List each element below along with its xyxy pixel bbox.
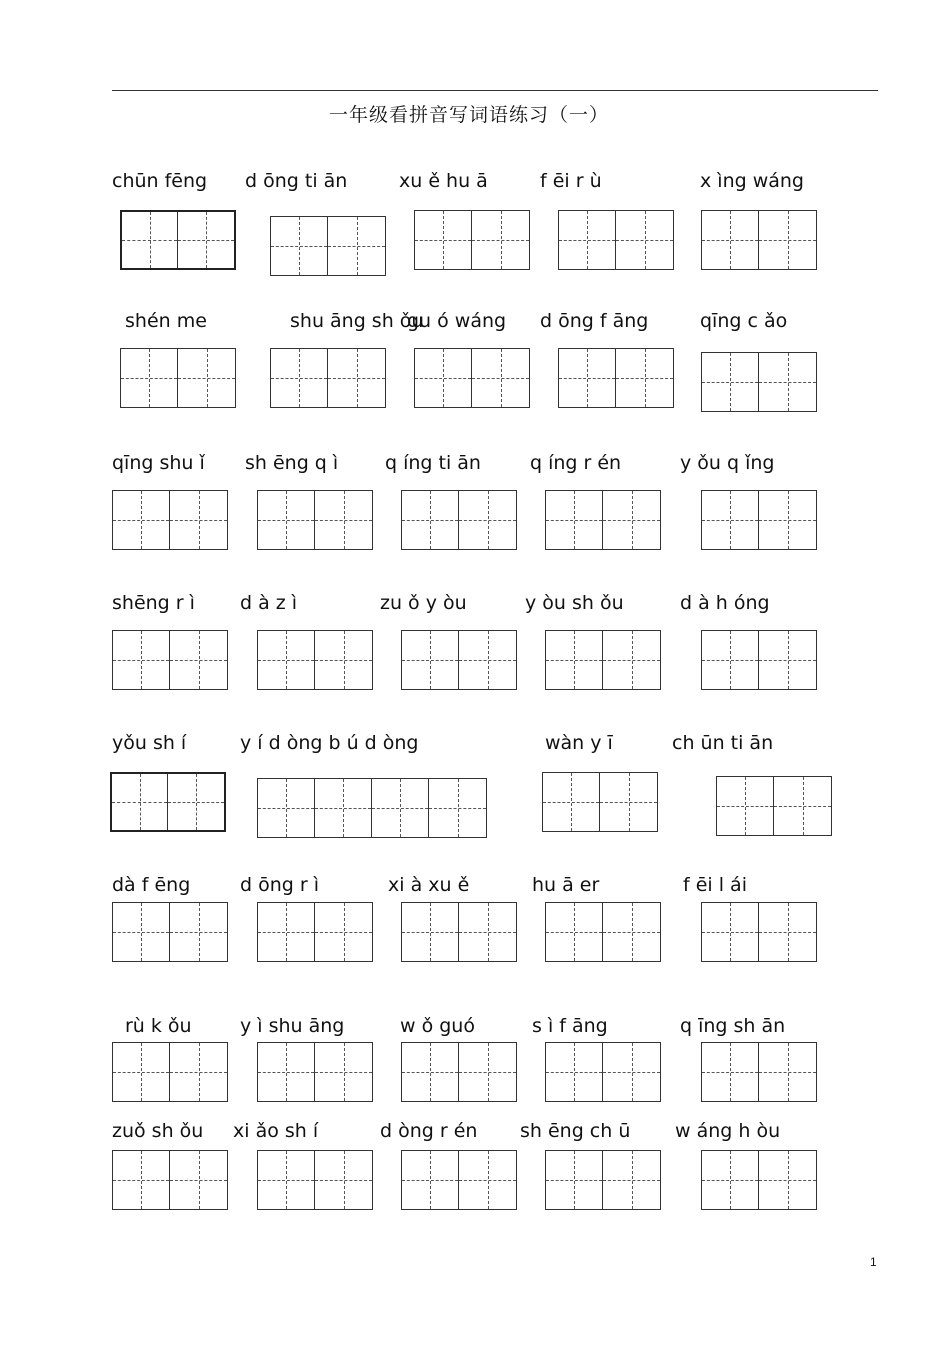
writing-grid[interactable] <box>545 1042 661 1102</box>
pinyin-word: qīng c ǎo <box>700 310 788 332</box>
pinyin-word: dà f ēng <box>112 874 191 896</box>
pinyin-word: shén me <box>125 310 207 332</box>
writing-grid[interactable] <box>701 490 817 550</box>
character-cell[interactable] <box>759 1043 816 1101</box>
pinyin-word: d ōng f āng <box>540 310 649 332</box>
character-cell[interactable] <box>121 349 178 407</box>
writing-grid[interactable] <box>112 1150 228 1210</box>
character-cell[interactable] <box>315 1151 372 1209</box>
character-cell[interactable] <box>315 491 372 549</box>
pinyin-word: f ēi r ù <box>540 170 602 192</box>
character-cell[interactable] <box>402 1043 459 1101</box>
character-cell[interactable] <box>122 212 178 268</box>
writing-grid[interactable] <box>545 490 661 550</box>
character-cell[interactable] <box>258 1043 315 1101</box>
character-cell[interactable] <box>759 631 816 689</box>
character-cell[interactable] <box>546 903 603 961</box>
writing-grid[interactable] <box>716 776 832 836</box>
writing-grid[interactable] <box>270 216 386 276</box>
character-cell[interactable] <box>113 903 170 961</box>
character-cell[interactable] <box>472 211 529 269</box>
character-cell[interactable] <box>702 353 759 411</box>
character-cell[interactable] <box>759 353 816 411</box>
pinyin-word: qīng shu ǐ <box>112 452 205 474</box>
character-cell[interactable] <box>459 631 516 689</box>
exercise-row <box>0 452 950 572</box>
pinyin-word: q íng r én <box>530 452 622 474</box>
character-cell[interactable] <box>328 217 385 275</box>
character-cell[interactable] <box>774 777 831 835</box>
character-cell[interactable] <box>112 774 168 830</box>
character-cell[interactable] <box>258 1151 315 1209</box>
pinyin-word: ch ūn ti ān <box>672 732 774 754</box>
character-cell[interactable] <box>702 903 759 961</box>
character-cell[interactable] <box>271 217 328 275</box>
character-cell[interactable] <box>258 903 315 961</box>
writing-grid[interactable] <box>257 1042 373 1102</box>
pinyin-word: xi à xu ě <box>388 874 470 896</box>
writing-grid[interactable] <box>701 1042 817 1102</box>
character-cell[interactable] <box>459 491 516 549</box>
writing-grid[interactable] <box>112 902 228 962</box>
header-rule <box>112 90 878 91</box>
character-cell[interactable] <box>603 1151 660 1209</box>
character-cell[interactable] <box>178 212 234 268</box>
writing-grid[interactable] <box>701 630 817 690</box>
pinyin-word: shēng r ì <box>112 592 195 614</box>
character-cell[interactable] <box>702 1151 759 1209</box>
writing-grid[interactable] <box>701 352 817 412</box>
writing-grid[interactable] <box>401 1150 517 1210</box>
writing-grid[interactable] <box>257 630 373 690</box>
writing-grid[interactable] <box>701 902 817 962</box>
character-cell[interactable] <box>600 773 657 831</box>
pinyin-word: q īng sh ān <box>680 1015 786 1037</box>
exercise-row <box>0 874 950 994</box>
character-cell[interactable] <box>402 903 459 961</box>
character-cell[interactable] <box>459 1043 516 1101</box>
pinyin-word: q íng ti ān <box>385 452 481 474</box>
character-cell[interactable] <box>402 491 459 549</box>
character-cell[interactable] <box>170 903 227 961</box>
character-cell[interactable] <box>603 903 660 961</box>
character-cell[interactable] <box>328 349 385 407</box>
pinyin-word: y òu sh ǒu <box>525 592 624 614</box>
character-cell[interactable] <box>717 777 774 835</box>
writing-grid[interactable] <box>701 1150 817 1210</box>
character-cell[interactable] <box>170 491 227 549</box>
exercise-row <box>0 1120 950 1240</box>
exercise-row <box>0 592 950 712</box>
character-cell[interactable] <box>603 1043 660 1101</box>
character-cell[interactable] <box>170 1043 227 1101</box>
pinyin-word: d à z ì <box>240 592 298 614</box>
writing-grid[interactable] <box>401 1042 517 1102</box>
character-cell[interactable] <box>415 349 472 407</box>
character-cell[interactable] <box>546 1151 603 1209</box>
pinyin-word: hu ā er <box>532 874 600 896</box>
writing-grid[interactable] <box>112 1042 228 1102</box>
pinyin-word: gu ó wáng <box>407 310 507 332</box>
character-cell[interactable] <box>702 211 759 269</box>
character-cell[interactable] <box>616 349 673 407</box>
writing-grid[interactable] <box>545 1150 661 1210</box>
pinyin-word: sh ēng ch ū <box>520 1120 631 1142</box>
character-cell[interactable] <box>616 211 673 269</box>
character-cell[interactable] <box>559 211 616 269</box>
pinyin-word: rù k ǒu <box>125 1015 192 1037</box>
character-cell[interactable] <box>113 1151 170 1209</box>
writing-grid[interactable] <box>112 630 228 690</box>
writing-grid[interactable] <box>401 490 517 550</box>
character-cell[interactable] <box>113 1043 170 1101</box>
character-cell[interactable] <box>459 903 516 961</box>
writing-grid[interactable] <box>401 902 517 962</box>
character-cell[interactable] <box>546 1043 603 1101</box>
pinyin-word: d ōng ti ān <box>245 170 348 192</box>
writing-grid[interactable] <box>558 348 674 408</box>
character-cell[interactable] <box>702 1043 759 1101</box>
character-cell[interactable] <box>559 349 616 407</box>
pinyin-word: w ǒ guó <box>400 1015 475 1037</box>
exercise-row <box>0 1015 950 1135</box>
pinyin-word: d à h óng <box>680 592 770 614</box>
writing-grid[interactable] <box>545 902 661 962</box>
writing-grid[interactable] <box>558 210 674 270</box>
character-cell[interactable] <box>271 349 328 407</box>
character-cell[interactable] <box>315 903 372 961</box>
writing-grid[interactable] <box>257 490 373 550</box>
pinyin-word: zu ǒ y òu <box>380 592 467 614</box>
character-cell[interactable] <box>258 491 315 549</box>
exercise-row <box>0 732 950 852</box>
character-cell[interactable] <box>178 349 235 407</box>
pinyin-word: w áng h òu <box>675 1120 781 1142</box>
character-cell[interactable] <box>315 631 372 689</box>
character-cell[interactable] <box>170 631 227 689</box>
character-cell[interactable] <box>170 1151 227 1209</box>
pinyin-word: yǒu sh í <box>112 732 187 754</box>
pinyin-word: chūn fēng <box>112 170 208 192</box>
writing-grid[interactable] <box>110 772 226 832</box>
character-cell[interactable] <box>315 779 372 837</box>
character-cell[interactable] <box>702 631 759 689</box>
character-cell[interactable] <box>429 779 486 837</box>
writing-grid[interactable] <box>120 348 236 408</box>
character-cell[interactable] <box>315 1043 372 1101</box>
character-cell[interactable] <box>759 1151 816 1209</box>
pinyin-word: sh ēng q ì <box>245 452 339 474</box>
pinyin-word: s ì f āng <box>532 1015 608 1037</box>
character-cell[interactable] <box>472 349 529 407</box>
character-cell[interactable] <box>702 491 759 549</box>
pinyin-word: f ēi l ái <box>683 874 747 896</box>
page-title: 一年级看拼音写词语练习（一） <box>328 104 609 126</box>
character-cell[interactable] <box>603 631 660 689</box>
character-cell[interactable] <box>759 211 816 269</box>
character-cell[interactable] <box>543 773 600 831</box>
pinyin-word: d òng r én <box>380 1120 478 1142</box>
character-cell[interactable] <box>258 631 315 689</box>
writing-grid[interactable] <box>414 348 530 408</box>
writing-grid[interactable] <box>112 490 228 550</box>
writing-grid[interactable] <box>120 210 236 270</box>
page-number: 1 <box>870 1255 877 1269</box>
pinyin-word: y í d òng b ú d òng <box>240 732 419 754</box>
writing-grid[interactable] <box>542 772 658 832</box>
pinyin-word: xi ǎo sh í <box>233 1120 319 1142</box>
character-cell[interactable] <box>415 211 472 269</box>
writing-grid[interactable] <box>701 210 817 270</box>
character-cell[interactable] <box>402 631 459 689</box>
pinyin-word: wàn y ī <box>545 732 613 754</box>
exercise-row <box>0 310 950 430</box>
pinyin-word: d ōng r ì <box>240 874 319 896</box>
character-cell[interactable] <box>168 774 224 830</box>
character-cell[interactable] <box>113 491 170 549</box>
exercise-row <box>0 170 950 290</box>
character-cell[interactable] <box>402 1151 459 1209</box>
writing-grid[interactable] <box>257 902 373 962</box>
pinyin-word: x ìng wáng <box>700 170 804 192</box>
character-cell[interactable] <box>113 631 170 689</box>
writing-grid[interactable] <box>257 1150 373 1210</box>
character-cell[interactable] <box>459 1151 516 1209</box>
writing-grid[interactable] <box>545 630 661 690</box>
pinyin-word: y ǒu q ǐng <box>680 452 775 474</box>
pinyin-word: xu ě hu ā <box>399 170 488 192</box>
writing-grid[interactable] <box>401 630 517 690</box>
pinyin-word: zuǒ sh ǒu <box>112 1120 204 1142</box>
character-cell[interactable] <box>546 491 603 549</box>
character-cell[interactable] <box>759 903 816 961</box>
character-cell[interactable] <box>372 779 429 837</box>
character-cell[interactable] <box>603 491 660 549</box>
writing-grid[interactable] <box>414 210 530 270</box>
character-cell[interactable] <box>546 631 603 689</box>
writing-grid[interactable] <box>270 348 386 408</box>
pinyin-word: y ì shu āng <box>240 1015 345 1037</box>
character-cell[interactable] <box>258 779 315 837</box>
writing-grid[interactable] <box>257 778 487 838</box>
pinyin-word: shu āng sh ǒu <box>290 310 424 332</box>
character-cell[interactable] <box>759 491 816 549</box>
